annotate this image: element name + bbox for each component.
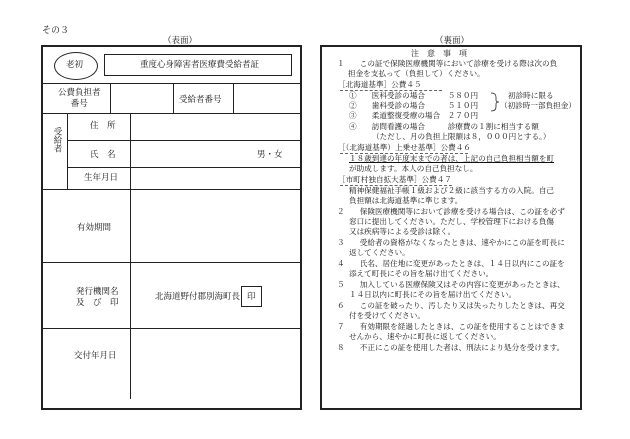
gender-options: 男・女 [257,150,283,160]
note-line: せんから、速やかに町長に返してください。 [349,332,501,341]
front-header [46,50,297,84]
issuer-name: 北海道野付郡別海町長 [155,292,241,302]
note-line: ７ 有効期限を経過したときは、この証を使用することはできま [337,322,565,331]
back-caption: （裏面） [435,36,470,46]
note-line: 窓口に提出してください。ただし、学校管理下における負傷 [349,217,555,226]
front-caption: （表面） [163,36,198,46]
bracket-note-2: （初診時一部負担金） [500,101,576,110]
note-line: ３ 受給者の資格がなくなったときは、速やかにこの証を町長に [337,238,565,247]
bracket-icon [490,92,500,112]
recipient-number-label: 受給者番号 [179,95,222,105]
birth-date-label: 生年月日 [84,173,119,183]
recipient-group-label: 受給者 [52,127,62,153]
recipient-group-divider [67,113,68,189]
divider-1 [43,83,300,84]
note-line: ４ 氏名、居住地に変更があったときは、１４日以内にこの証を [337,259,565,268]
divider-v5 [130,189,131,399]
note-line: ５ 加入している医療保険又はその内容に変更があったときは、 [337,280,565,289]
note-line: 付を受けてください。 [349,311,425,320]
card-title: 重度心身障害者医療費受給者証 [140,60,260,70]
note-line: １ この証で保険医療機関等において診療を受ける際は次の負 [337,59,558,68]
divider-v2 [173,83,174,113]
seal-label: 老初 [66,60,84,70]
note-line: ［北海道基準］公費４５ [338,80,422,89]
note-line: ２ 保険医療機関等において診療を受ける場合は、この証を必ず [337,207,565,216]
note-line: １８歳到達の年度末までの者は、上記の自己負担相当額を町 [349,154,555,163]
note-line: ［市町村独自拡大基準］公費４７ [338,175,452,184]
issue-date-label: 交付年月日 [74,351,117,361]
divider-7 [43,328,300,329]
note-line: （ただし、月の負担上限額は８，０００円とする。） [372,132,551,141]
divider-v3 [233,83,234,113]
issuer-label: 発行機関名 及 び 印 [76,287,119,309]
sheet-number: その３ [42,26,70,36]
note-line: ② 歯科受診の場合 ５１０円 [349,101,479,110]
name-label: 氏 名 [90,150,116,160]
note-line: 精神保健福祉手帳１級および２級に該当する方の入院。自己 [349,186,555,195]
address-label: 住 所 [90,121,116,131]
divider-2 [43,113,300,114]
note-line: 又は疾病等による受診は除く。 [349,227,456,236]
divider-6 [43,262,300,263]
note-line: 負担額は北海道基準に準じます。 [349,196,463,205]
note-line: ［（北海道基準）上乗せ基準］公費４６ [338,143,471,152]
note-line: 添えて町長にその旨を届け出てください。 [349,269,494,278]
divider-5 [43,189,300,190]
note-line: ６ この証を破ったり、汚したり又は失ったりしたときは、再交 [337,301,565,310]
note-line: ① 医科受診の場合 ５８０円 [349,91,479,100]
note-line: ④ 訪問看護の場合 診療費の１割に相当する額 [349,122,539,131]
bracket-note-1: 初診時に限る [508,91,554,100]
note-line: ③ 柔道整復受療の場合 ２７０円 [349,111,479,120]
payer-number-label: 公費負担者 番号 [58,88,101,109]
divider-v4 [130,113,131,189]
divider-v1 [110,83,111,113]
note-line: １４日以内に町長にその旨を届け出てください。 [349,290,517,299]
divider-3 [67,140,300,141]
validity-label: 有効期間 [77,223,112,233]
note-line: ８ 不正にこの証を使用した者は、刑法により処分を受けます。 [337,343,565,352]
note-line: 担金を支払って（負担して）ください。 [348,69,485,78]
stamp-label: 印 [247,292,256,302]
note-line: が助成します。本人の自己負担なし。 [349,164,478,173]
divider-4 [67,167,300,168]
note-line: 返してください。 [349,248,410,257]
notes-heading: 注 意 事 項 [411,49,467,58]
